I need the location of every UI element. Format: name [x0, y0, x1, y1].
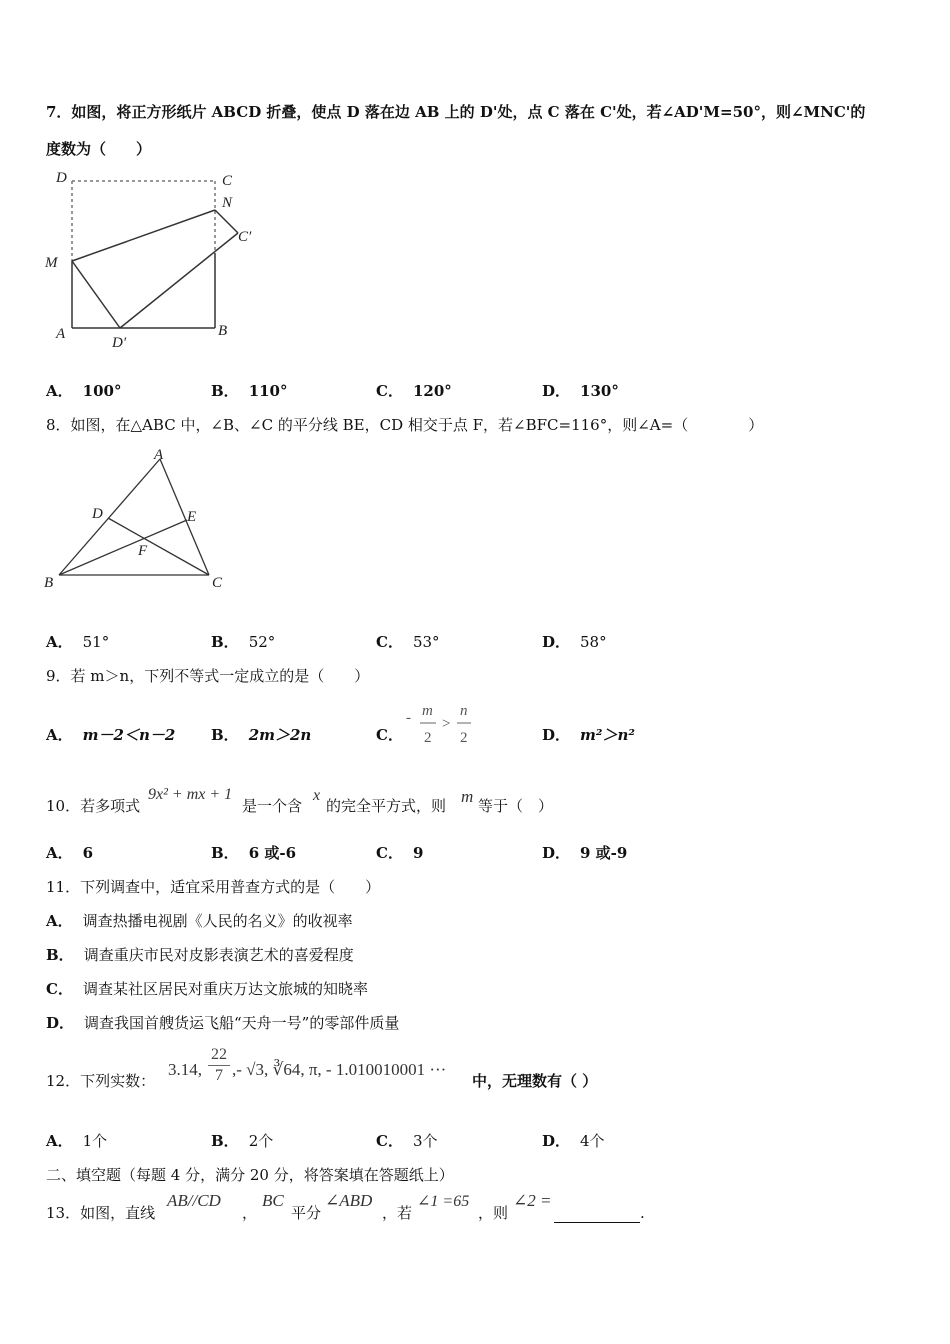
- q9-option-a[interactable]: A． m－2＜n－2: [46, 726, 176, 744]
- q7-label-d: D: [56, 170, 67, 186]
- svg-text:>: >: [442, 716, 451, 732]
- q12-fraction-numerator: 22: [211, 1046, 227, 1063]
- q7-nc: [215, 210, 238, 233]
- q13-answer-line[interactable]: .: [554, 1203, 645, 1223]
- q12-option-b[interactable]: B． 2个: [211, 1132, 274, 1150]
- q12-option-a[interactable]: A． 1个: [46, 1132, 108, 1150]
- q7-option-a[interactable]: A． 100°: [46, 382, 122, 400]
- q10-option-b[interactable]: B． 6 或-6: [211, 844, 297, 862]
- q13-if-text: ，若: [382, 1204, 413, 1222]
- q9-option-b[interactable]: B． 2m＞2n: [211, 726, 312, 744]
- q10-polynomial: 9x² + mx + 1: [148, 786, 233, 803]
- svg-text:2: 2: [424, 730, 432, 746]
- q8-label-a: A: [154, 447, 164, 463]
- svg-text:m: m: [422, 703, 433, 719]
- q9-option-c[interactable]: C．: [376, 726, 403, 744]
- q8-side-ac: [160, 459, 209, 575]
- q7-label-a: A: [56, 326, 66, 342]
- q12-suffix: 中，无理数有（ ）: [472, 1072, 598, 1090]
- q8-option-b[interactable]: B． 52°: [211, 633, 276, 651]
- q8-label-f: F: [138, 543, 148, 559]
- q7-figure: [40, 165, 270, 355]
- svg-text:n: n: [460, 703, 468, 719]
- q13-prefix: 13．如图，直线: [46, 1204, 156, 1222]
- q13-angle2: ∠2 =: [513, 1191, 552, 1210]
- q13-angle-abd: ∠ABD: [325, 1191, 373, 1210]
- q12-prefix: 12．下列实数：: [46, 1072, 156, 1090]
- q13-sep1: ，: [242, 1204, 258, 1222]
- q13-then-text: ，则: [478, 1204, 509, 1222]
- q7-text-line1: 7．如图，将正方形纸片 ABCD 折叠，使点 D 落在边 AB 上的 D'处，点 C 落在 C'处，若∠AD'M=50°，则∠MNC'的: [46, 103, 866, 121]
- q8-label-c: C: [212, 575, 223, 591]
- q9-text: 9．若 m＞n，下列不等式一定成立的是（ ）: [46, 667, 370, 685]
- q8-option-c[interactable]: C． 53°: [376, 633, 440, 651]
- q7-option-d[interactable]: D． 130°: [542, 382, 619, 400]
- q7-option-c[interactable]: C． 120°: [376, 382, 452, 400]
- q8-option-d[interactable]: D． 58°: [542, 633, 607, 651]
- q10-var-x: x: [313, 787, 321, 804]
- q8-option-a[interactable]: A． 51°: [46, 633, 110, 651]
- q13-bc: BC: [262, 1191, 284, 1210]
- q11-option-b[interactable]: B． 调查重庆市民对皮影表演艺术的喜爱程度: [46, 946, 354, 964]
- q7-cd: [120, 233, 238, 328]
- q9-option-c-expression: [404, 702, 478, 748]
- q12-fraction: [208, 1046, 230, 1085]
- q10-prefix: 10．若多项式: [46, 797, 141, 815]
- q8-label-b: B: [44, 575, 54, 591]
- svg-text:2: 2: [460, 730, 468, 746]
- q7-label-c: C: [222, 173, 233, 189]
- q10-middle2: 的完全平方式，则: [326, 797, 447, 815]
- q11-option-a[interactable]: A． 调查热播电视剧《人民的名义》的收视率: [46, 912, 353, 930]
- q8-label-d: D: [92, 506, 103, 522]
- q7-label-dprime: D′: [112, 335, 127, 351]
- q12-option-c[interactable]: C． 3个: [376, 1132, 438, 1150]
- q9-option-d[interactable]: D． m²＞n²: [542, 726, 635, 744]
- q7-fold-mn: [72, 210, 215, 261]
- q7-text-line2: 度数为（ ）: [46, 140, 152, 158]
- q11-option-c[interactable]: C． 调查某社区居民对重庆万达文旅城的知晓率: [46, 980, 368, 998]
- q7-md: [72, 261, 120, 328]
- q13-ab-parallel-cd: AB//CD: [167, 1191, 221, 1210]
- q11-option-d[interactable]: D． 调查我国首艘货运飞船“天舟一号”的零部件质量: [46, 1014, 400, 1032]
- q8-figure: [40, 445, 240, 595]
- q7-option-b[interactable]: B． 110°: [211, 382, 288, 400]
- q12-fraction-denominator: 7: [215, 1067, 223, 1084]
- q13-bisect-text: 平分: [291, 1204, 322, 1222]
- q7-label-n: N: [222, 195, 233, 211]
- q8-bisector-cd: [108, 518, 209, 575]
- q11-text: 11．下列调查中，适宜采用普查方式的是（ ）: [46, 878, 381, 896]
- q12-list-start: 3.14,: [168, 1060, 202, 1079]
- q8-text: 8．如图，在△ABC 中，∠B、∠C 的平分线 BE，CD 相交于点 F，若∠BFC=116°，则∠A=（ ）: [46, 416, 764, 434]
- q10-middle: 是一个含: [242, 797, 303, 815]
- q10-option-a[interactable]: A． 6: [46, 844, 94, 862]
- q13-angle1: ∠1 =65: [417, 1193, 470, 1210]
- q7-label-cprime: C′: [238, 229, 252, 245]
- q12-list-rest: ,- √3, ∛64, π, - 1.010010001 ···: [232, 1060, 447, 1079]
- q8-bisector-be: [59, 520, 187, 575]
- q7-label-b: B: [218, 323, 228, 339]
- q8-label-e: E: [187, 509, 197, 525]
- q13-answer-blank[interactable]: [554, 1206, 640, 1223]
- q12-option-d[interactable]: D． 4个: [542, 1132, 605, 1150]
- q7-label-m: M: [45, 255, 58, 271]
- section-fill-in-title: 二、填空题（每题 4 分，满分 20 分，将答案填在答题纸上）: [46, 1166, 454, 1184]
- svg-text:-: -: [406, 710, 411, 726]
- q10-suffix: 等于（ ）: [478, 797, 554, 815]
- q10-option-c[interactable]: C． 9: [376, 844, 424, 862]
- q10-option-d[interactable]: D． 9 或-9: [542, 844, 628, 862]
- q10-var-m: m: [461, 787, 474, 806]
